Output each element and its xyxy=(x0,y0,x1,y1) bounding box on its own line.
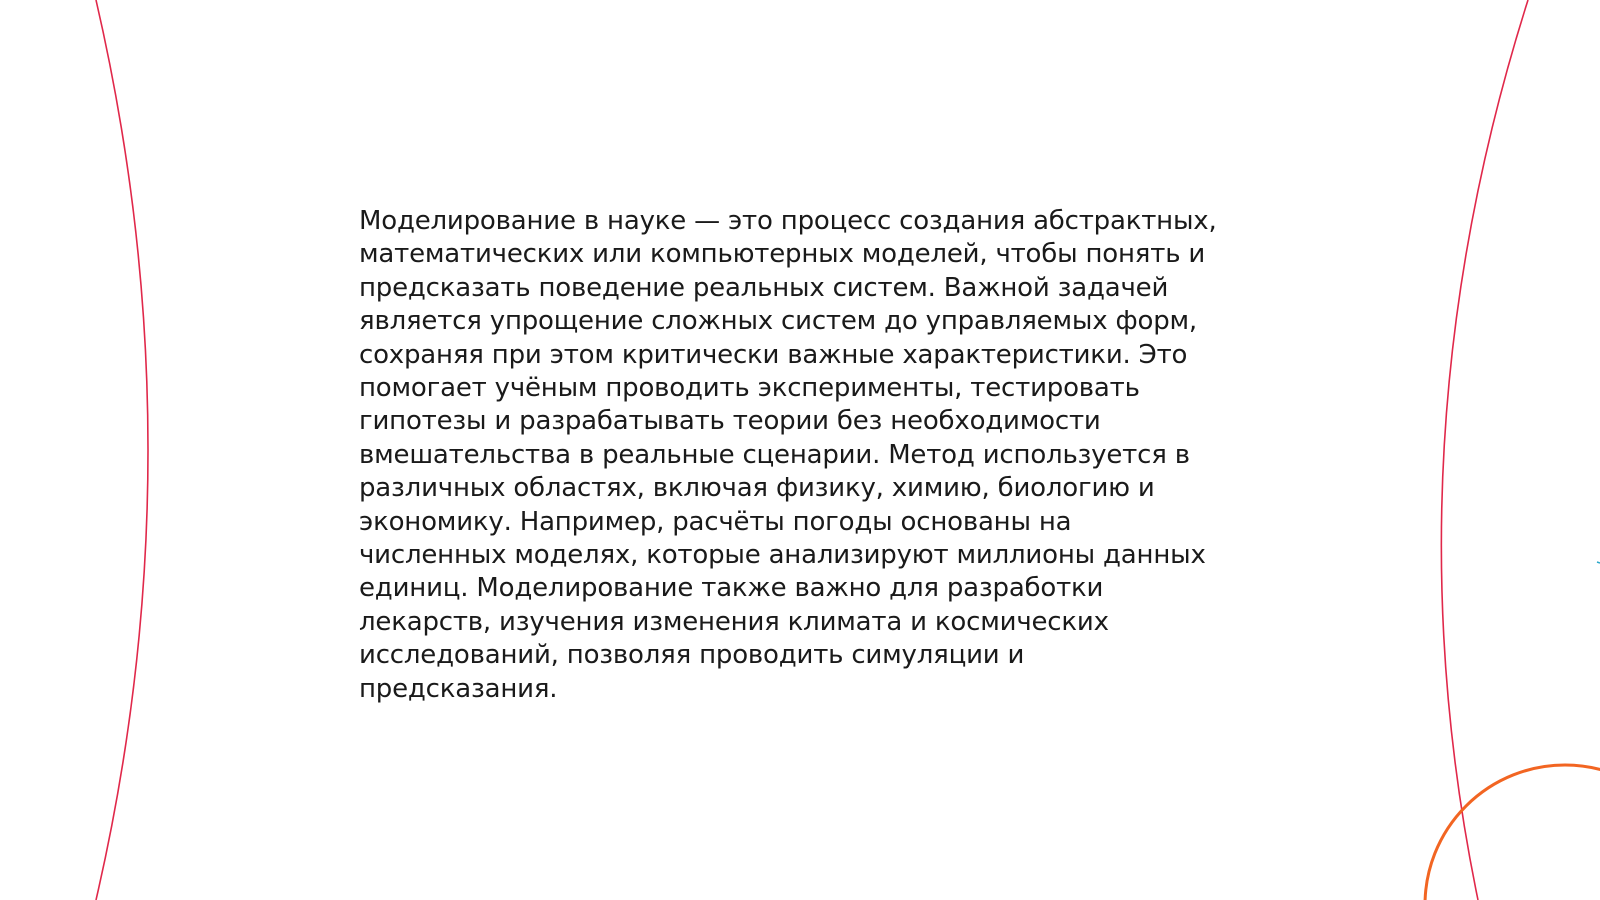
paragraph-line: исследований, позволяя проводить симуляции и xyxy=(359,640,1025,671)
paragraph-line: единиц. Моделирование также важно для разработки xyxy=(359,573,1104,604)
paragraph-line: лекарств, изучения изменения климата и космических xyxy=(359,606,1109,637)
paragraph-line: Моделирование в науке — это процесс создания абстрактных, xyxy=(359,206,1217,236)
paragraph-line: различных областях, включая физику, химию, биологию и xyxy=(359,473,1155,504)
paragraph-line: сохраняя при этом критически важные характеристики. Это xyxy=(359,339,1188,370)
body-paragraph xyxy=(359,205,1239,706)
corner-circle-decoration xyxy=(1425,765,1600,900)
right-arc-decoration xyxy=(1441,0,1528,900)
paragraph-line: является упрощение сложных систем до управляемых форм, xyxy=(359,306,1197,337)
paragraph-line: математических или компьютерных моделей, чтобы понять и xyxy=(359,239,1206,270)
paragraph-line: вмешательства в реальные сценарии. Метод используется в xyxy=(359,439,1190,470)
paragraph-line: предсказать поведение реальных систем. Важной задачей xyxy=(359,272,1169,303)
paragraph-line: помогает учёным проводить эксперименты, тестировать xyxy=(359,373,1140,404)
left-arc-decoration xyxy=(96,0,148,900)
paragraph-line: численных моделях, которые анализируют миллионы данных xyxy=(359,540,1206,571)
paragraph-line: предсказания. xyxy=(359,673,558,704)
paragraph-line: гипотезы и разрабатывать теории без необходимости xyxy=(359,406,1101,437)
paragraph-line: экономику. Например, расчёты погоды основаны на xyxy=(359,506,1072,537)
